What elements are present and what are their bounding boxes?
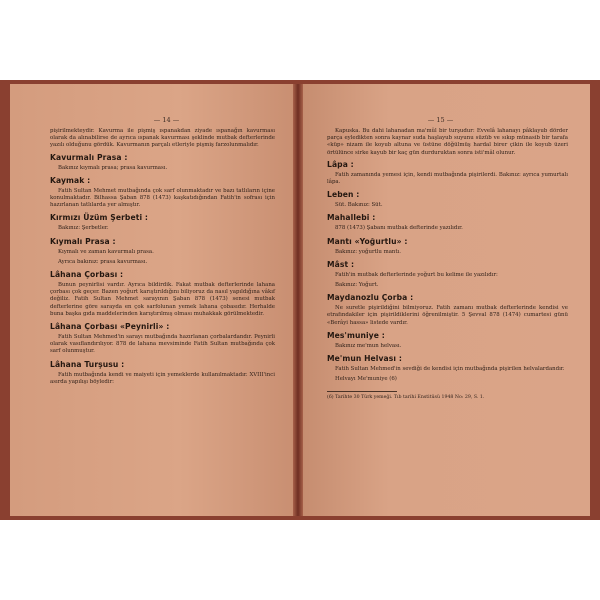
dictionary-entry bbox=[327, 354, 568, 383]
dictionary-entry bbox=[327, 331, 568, 350]
entry-headword: Mahallebi : bbox=[327, 213, 376, 223]
entry-headword: Maydanozlu Çorba : bbox=[327, 293, 414, 303]
entry-text: Bunun peynirlisi vardır. Ayrıca bildirdik. Fakat mutbak defterlerinde lahana çorbası çok geçer. Bazen yoğurt karıştırıldığını biliyoruz da nasıl yapıldığına vâkıf değiliz. Fatih Sultan Mehmet sarayının Şaban 878 (1473) senesi mutbak defterlerine göre sarayda en çok sarfolunan yemek lahana çobasıdır. Herhalde buna başka gıda maddelerinden karıştırılmış olması muhakkak görülmektedir. bbox=[50, 282, 275, 317]
entry-text: Bakınız: Yoğurt. bbox=[335, 282, 379, 289]
dictionary-entry bbox=[50, 360, 275, 386]
entry-headword: Lâpa : bbox=[327, 159, 354, 169]
dictionary-entry bbox=[327, 213, 568, 232]
dictionary-entry bbox=[50, 213, 275, 232]
entry-headword: Mes'muniye : bbox=[327, 330, 385, 340]
left-page bbox=[10, 84, 293, 516]
entry-text: Helvayı Me'muniye (6) bbox=[335, 376, 397, 383]
entry-text: Bakınız kıymalı prasa; prasa kavurması. bbox=[58, 164, 168, 171]
entry-text: Fatih'in mutbak defterlerinde yoğurt bu kelime ile yazılıdır: bbox=[335, 271, 498, 278]
book-gutter bbox=[293, 84, 303, 516]
entry-text: Fatih Sultan Mehmet mutbağında çok sarf olunmaktadır ve bazı tatlıların içine konulmaktadır. Bilhassa Şaban 878 (1473) kaşkatıdığından Fatih'in sofrası için hazırlanan tatlılarda yer almıştır. bbox=[50, 187, 275, 209]
open-book bbox=[0, 80, 600, 520]
dictionary-entry bbox=[327, 237, 568, 256]
entry-headword: Kavurmalı Prasa : bbox=[50, 152, 128, 162]
page-number: — 15 — bbox=[427, 116, 454, 124]
entry-text: 878 (1473) Şabanı mutbak defterinde yazılıdır. bbox=[335, 225, 463, 232]
entry-headword: Kaymak : bbox=[50, 175, 91, 185]
dictionary-entry bbox=[327, 190, 568, 209]
dictionary-entry bbox=[50, 322, 275, 356]
entry-text: Ne suretle pişirildiğini bilmiyoruz. Fatih zamanı mutbak defterlerinde kendisi ve etrafındakiler için pişirildiklerini öğrenilmiştir. 5 Şevval 878 (1474) cumartesi günü «Berâyi hassa» listede vardır. bbox=[327, 305, 568, 326]
page-intro-text: Kapuska. Bu dahi lahanadan ma'mûl bir turşudur: Evvelâ lahanayı pâklayub dörder parça eyledikten sonra kaynar suda haşlayub suyunu süzüb ve sıkıp münasib bir tarafa «küp» nizam ile koyub altuna ve üstüne döğülmüş hardal birer çikin ile koyub üzeri örtülünce sirke kayub bir kaç gün durduruktan sonra isti'mâl olunur. bbox=[327, 128, 568, 156]
entry-text: Bakınız: Şerbetler. bbox=[58, 225, 109, 232]
entry-text: Kıymalı ve zaman kavurmalı prasa. bbox=[58, 248, 154, 255]
right-page bbox=[303, 84, 590, 516]
entry-headword: Lâhana Çorbası : bbox=[50, 270, 124, 280]
footnote-block bbox=[327, 391, 568, 401]
entry-headword: Me'mun Helvası : bbox=[327, 354, 402, 364]
dictionary-entry bbox=[327, 260, 568, 289]
dictionary-entry bbox=[50, 153, 275, 172]
entry-headword: Kıymalı Prasa : bbox=[50, 236, 116, 246]
entry-text: Süt. Bakınız: Süt. bbox=[335, 202, 383, 209]
entry-text: Fatih mutbağında kendi ve maiyeti için yemeklerde kullanılmaktadır. XVIII'inci asırda yapılışı böyledir: bbox=[50, 371, 275, 385]
dictionary-entry bbox=[50, 237, 275, 266]
entry-text: Bakınız: yoğurtlu mantı. bbox=[335, 248, 401, 255]
entry-text: Bakınız me'mun helvası. bbox=[335, 342, 402, 349]
page-number: — 14 — bbox=[153, 116, 180, 124]
entry-headword: Mâst : bbox=[327, 259, 355, 269]
entry-text: Fatih zamanında yemesi için, kendi mutbağında pişirilerdi. Bakınız: ayrıca yumurtalı lâpa. bbox=[327, 171, 568, 186]
entry-headword: Mantı «Yoğurtlu» : bbox=[327, 236, 408, 246]
entry-headword: Kırmızı Üzüm Şerbeti : bbox=[50, 213, 149, 223]
entry-text: Ayrıca bakınız: prasa kavurması. bbox=[58, 258, 148, 265]
entry-headword: Lâhana Turşusu : bbox=[50, 359, 125, 369]
entry-headword: Lâhana Çorbası «Peynirli» : bbox=[50, 322, 170, 332]
entry-headword: Leben : bbox=[327, 190, 360, 200]
dictionary-entry bbox=[327, 293, 568, 327]
dictionary-entry bbox=[50, 270, 275, 318]
footnote-rule bbox=[327, 391, 397, 392]
dictionary-entry bbox=[327, 160, 568, 186]
right-page-content bbox=[327, 128, 568, 401]
entry-text: Fatih Sultan Mehmed'in sarayı mutbağında hazırlanan çorbalardandır. Peynirli olarak vasıflandırılıyor. 878 de lahana mevsiminde Fatih Sultan mutbağında çok sarf olunmuştur. bbox=[50, 334, 275, 355]
entry-text: Fatih Sultan Mehmed'in sevdiği de kendisi için mutbağında pişirilen helvalardandır. bbox=[335, 366, 565, 373]
left-page-content bbox=[50, 128, 275, 386]
page-intro-text: pişirilmekteydir. Kavurma ile pişmiş ıspanakdan ziyade ıspanağın kavurması olarak da alınabilirse de ayrıca ıspanak kavurması şeklinde mutbak defterlerinde yazılı olduğunu gördük. Kavurmanın parçalı etleriyle pişmiş farzolunmalıdır. bbox=[50, 128, 275, 149]
dictionary-entry bbox=[50, 176, 275, 210]
footnote-text: (6) Tarihte 30 Türk yemeği. Tıb tarihi Enstitüsü 1948 No: 29, S. 1. bbox=[327, 395, 485, 401]
